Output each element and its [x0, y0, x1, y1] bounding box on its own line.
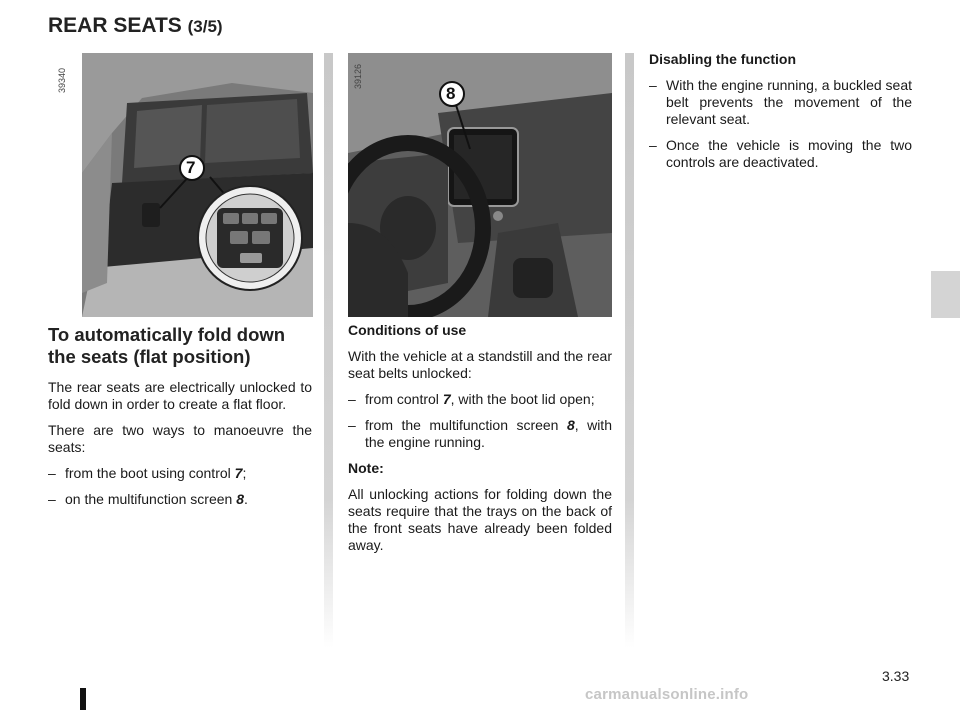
list-item: – on the multifunction screen 8. — [48, 491, 312, 508]
title-text: REAR SEATS — [48, 14, 182, 37]
figure-dashboard-screen — [348, 53, 612, 317]
figure-code-left: 39340 — [57, 67, 67, 93]
list-item: – from the boot using control 7; — [48, 465, 312, 482]
paragraph: There are two ways to manoeuvre the seats: — [48, 422, 312, 455]
callout-8: 8 — [446, 84, 456, 103]
list-item: – from the multifunction screen 8, with the engine running. — [348, 417, 612, 451]
paragraph: The rear seats are electrically unlocked to fold down in order to create a flat floor. — [48, 379, 312, 412]
column-divider-2 — [625, 53, 634, 648]
watermark: carmanualsonline.info — [585, 686, 749, 703]
control-ref: 7 — [234, 465, 243, 481]
screen-ref: 8 — [236, 491, 245, 507]
screen-ref: 8 — [566, 417, 575, 433]
callout-7: 7 — [186, 158, 196, 177]
list-item: – With the engine running, a buckled seat belt prevents the movement of the relevant seat. — [649, 77, 912, 128]
paragraph: With the vehicle at a standstill and the rear seat belts unlocked: — [348, 348, 612, 381]
middle-column — [348, 322, 612, 563]
chapter-tab — [931, 271, 960, 318]
dashboard-illustration — [348, 53, 612, 317]
page-title — [48, 14, 223, 38]
list-item: – from control 7, with the boot lid open; — [348, 391, 612, 408]
figure-boot-control — [82, 53, 313, 317]
note-text: All unlocking actions for folding down the seats require that the trays on the back of the front seats have already been folded away. — [348, 486, 612, 553]
page-number: 3.33 — [882, 668, 910, 684]
title-part: (3/5) — [187, 17, 223, 36]
figure-code-middle: 39126 — [353, 63, 363, 89]
column-divider-1 — [324, 53, 333, 648]
method-list — [48, 465, 312, 508]
section-heading-disabling: Disabling the function — [649, 51, 796, 67]
corner-mark — [80, 688, 86, 710]
section-heading-auto-fold: To automatically fold down the seats (flat position) — [48, 324, 286, 367]
conditions-list — [348, 391, 612, 451]
right-column — [649, 51, 912, 180]
section-heading-conditions: Conditions of use — [348, 322, 467, 338]
boot-illustration — [82, 53, 313, 317]
left-column — [48, 324, 312, 517]
control-ref: 7 — [442, 391, 451, 407]
note-title: Note: — [348, 460, 384, 476]
list-item: – Once the vehicle is moving the two controls are deactivated. — [649, 137, 912, 171]
disabling-list — [649, 77, 912, 171]
